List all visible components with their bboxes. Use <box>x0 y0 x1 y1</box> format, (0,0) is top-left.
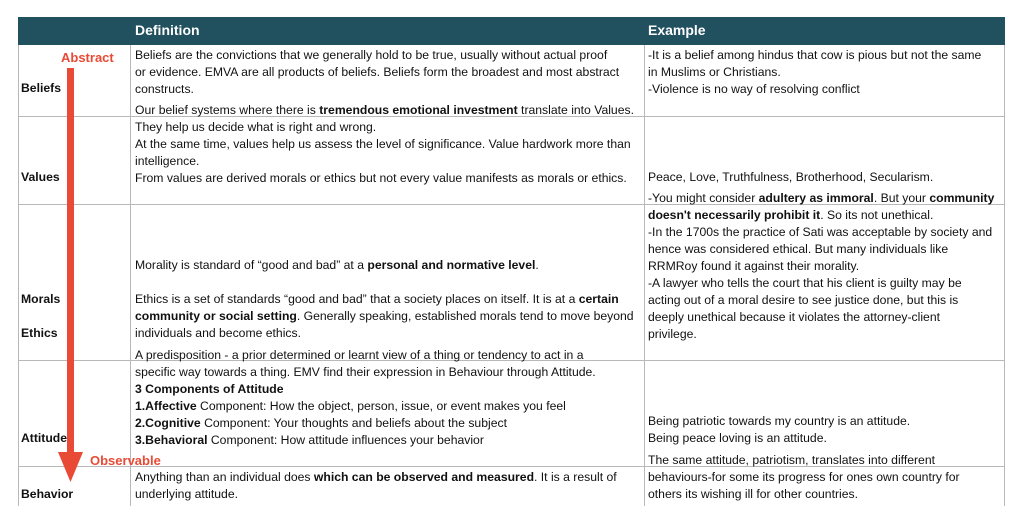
text-line: Being patriotic towards my country is an attitude. <box>648 414 911 428</box>
text-line: RRMRoy found it against their morality. <box>648 259 860 273</box>
text-line: Being peace loving is an attitude. <box>648 431 827 445</box>
text-line: others its wishing ill for other countries. <box>648 487 858 501</box>
text-line: constructs. <box>135 82 194 96</box>
row-label-ethics: Ethics <box>21 326 58 340</box>
text-line: At the same time, values help us assess the level of significance. Value hardwork more than <box>135 137 631 151</box>
arrow-shaft <box>67 68 74 456</box>
text-line: deeply unethical because it violates the attorney-client <box>648 310 941 324</box>
row-label-attitude: Attitude <box>21 431 68 445</box>
row-label-behavior: Behavior <box>21 487 74 501</box>
text-line: community or social setting. Generally speaking, established morals tend to move beyond <box>135 309 634 323</box>
text-line: in Muslims or Christians. <box>648 65 781 79</box>
text-line: or evidence. EMVA are all products of beliefs. Beliefs form the broadest and most abstract <box>135 65 620 79</box>
text-line: acting out of a moral desire to see justice done, but this is <box>648 293 959 307</box>
text-line: 1.Affective Component: How the object, person, issue, or event makes you feel <box>135 399 566 413</box>
row-label-morals: Morals <box>21 292 61 306</box>
text-line: -Violence is no way of resolving conflict <box>648 82 860 96</box>
text-line: A predisposition - a prior determined or learnt view of a thing or tendency to act in a <box>135 348 584 362</box>
arrow-head <box>58 452 83 482</box>
header-definition: Definition <box>135 22 200 38</box>
row-label-beliefs: Beliefs <box>21 81 61 95</box>
text-line: Anything than an individual does which can be observed and measured. It is a result of <box>135 470 617 484</box>
abstract-label: Abstract <box>61 50 114 65</box>
text-line: Our belief systems where there is tremendous emotional investment translate into Values. <box>135 103 634 117</box>
observable-label: Observable <box>90 453 161 468</box>
text-line: hence was considered ethical. But many individuals like <box>648 242 949 256</box>
text-line: -A lawyer who tells the court that his client is guilty may be <box>648 276 962 290</box>
text-line: -You might consider adultery as immoral. But your community <box>648 191 995 205</box>
text-line: underlying attitude. <box>135 487 238 501</box>
text-line: -In the 1700s the practice of Sati was acceptable by society and <box>648 225 993 239</box>
row-label-values: Values <box>21 170 60 184</box>
text-line: 3 Components of Attitude <box>135 382 284 396</box>
text-line: 2.Cognitive Component: Your thoughts and beliefs about the subject <box>135 416 507 430</box>
text-line: From values are derived morals or ethics but not every value manifests as morals or ethics. <box>135 171 627 185</box>
text-line: The same attitude, patriotism, translates into different <box>648 453 936 467</box>
text-line: privilege. <box>648 327 697 341</box>
text-line: They help us decide what is right and wrong. <box>135 120 377 134</box>
text-line: 3.Behavioral Component: How attitude influences your behavior <box>135 433 484 447</box>
text-line: intelligence. <box>135 154 200 168</box>
text-line: doesn't necessarily prohibit it. So its not unethical. <box>648 208 934 222</box>
text-line: Ethics is a set of standards “good and bad” that a society places on itself. It is at a certain <box>135 292 619 306</box>
text-line: Beliefs are the convictions that we generally hold to be true, usually without actual proof <box>135 48 608 62</box>
text-line: -It is a belief among hindus that cow is pious but not the same <box>648 48 982 62</box>
text-line: specific way towards a thing. EMV find their expression in Behaviour through Attitude. <box>135 365 596 379</box>
text-line: Morality is standard of “good and bad” at a personal and normative level. <box>135 258 539 272</box>
text-line: individuals and become ethics. <box>135 326 301 340</box>
example-cell-values: Peace, Love, Truthfulness, Brotherhood, Secularism. <box>648 170 934 184</box>
header-example: Example <box>648 22 706 38</box>
text-line: behaviours-for some its progress for ones own country for <box>648 470 960 484</box>
